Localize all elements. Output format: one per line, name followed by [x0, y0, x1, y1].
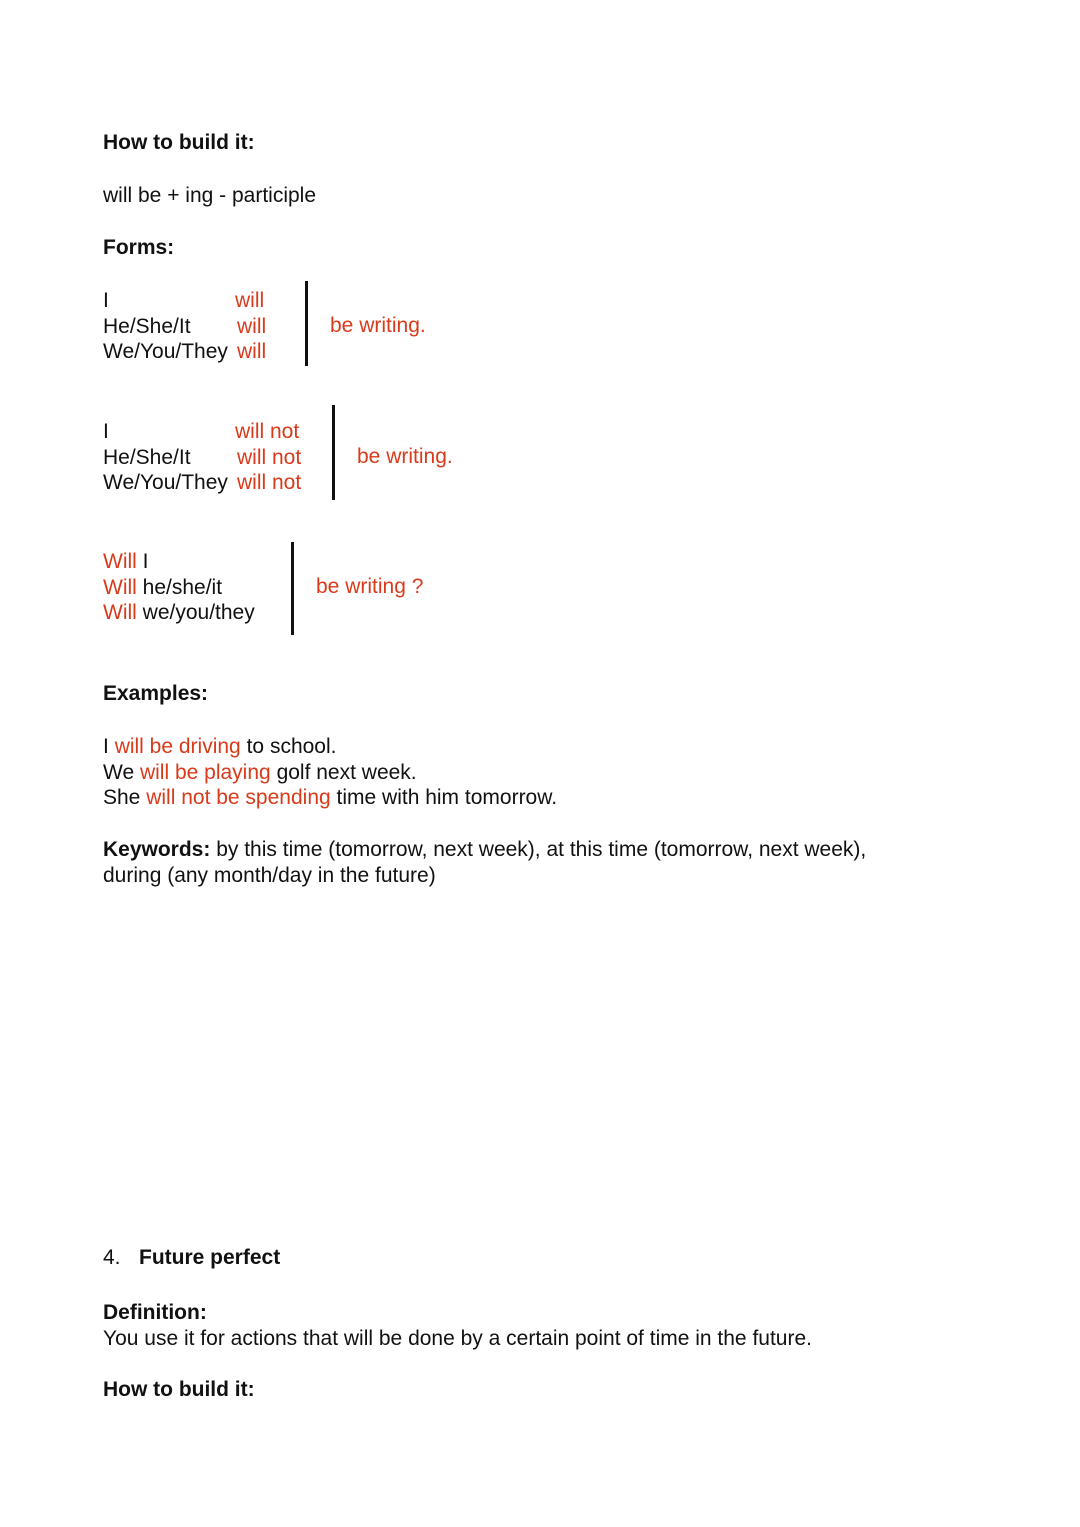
question-verb: be writing ?: [316, 575, 424, 598]
positive-verb: be writing.: [330, 314, 426, 337]
subject: he/she/it: [142, 575, 223, 599]
aux-word: will: [237, 340, 267, 363]
aux-word: will: [235, 289, 265, 312]
forms-heading: Forms:: [103, 236, 175, 259]
examples-list: [103, 734, 557, 811]
question-line: [103, 549, 255, 575]
divider-bar: [291, 542, 294, 635]
keywords-block: [103, 837, 866, 888]
how-to-build-heading-2: How to build it:: [103, 1378, 255, 1401]
example-pre: She: [103, 786, 141, 809]
subject: I: [103, 420, 109, 443]
negative-verb: be writing.: [357, 445, 453, 468]
question-line: [103, 575, 255, 601]
example-highlight: will not be spending: [146, 786, 331, 809]
example-highlight: will be playing: [139, 760, 271, 784]
aux-word: Will: [103, 601, 137, 624]
example-highlight: will be driving: [114, 735, 241, 758]
example-post: time with him tomorrow.: [336, 786, 558, 809]
section-title: Future perfect: [139, 1246, 281, 1269]
definition-block: [103, 1300, 812, 1351]
example-post: to school.: [246, 735, 337, 758]
aux-word: will: [237, 314, 267, 338]
subject: We/You/They: [103, 471, 228, 494]
section-number: 4.: [103, 1246, 121, 1269]
example-row: [103, 760, 557, 786]
example-post: golf next week.: [276, 760, 417, 784]
subject: I: [142, 550, 149, 573]
negative-subjects: [103, 419, 228, 496]
definition-text: You use it for actions that will be done by a certain point of time in the future.: [103, 1326, 812, 1350]
aux-word: will not: [237, 445, 302, 469]
subject: we/you/they: [142, 601, 255, 624]
subject: We/You/They: [103, 340, 228, 363]
example-row: [103, 785, 557, 811]
keywords-label: Keywords:: [103, 838, 211, 861]
aux-word: will not: [237, 471, 302, 494]
keywords-text: by this time (tomorrow, next week), at this time (tomorrow, next week),: [216, 838, 867, 861]
divider-bar: [305, 281, 308, 366]
question-lines: [103, 549, 255, 626]
examples-heading: Examples:: [103, 682, 209, 705]
aux-word: will not: [235, 420, 300, 443]
keywords-line: [103, 837, 866, 863]
formula-text: will be + ing - participle: [103, 184, 317, 207]
keywords-line: during (any month/day in the future): [103, 863, 436, 887]
positive-subjects: [103, 288, 228, 365]
example-pre: We: [103, 760, 135, 784]
divider-bar: [332, 405, 335, 500]
subject: I: [103, 289, 109, 312]
aux-word: Will: [103, 550, 137, 573]
subject: He/She/It: [103, 445, 191, 469]
question-line: [103, 600, 255, 626]
aux-word: Will: [103, 575, 137, 599]
example-pre: I: [103, 735, 109, 758]
how-to-build-heading: How to build it:: [103, 131, 255, 154]
example-row: [103, 734, 557, 760]
subject: He/She/It: [103, 314, 191, 338]
definition-heading: Definition:: [103, 1301, 207, 1324]
